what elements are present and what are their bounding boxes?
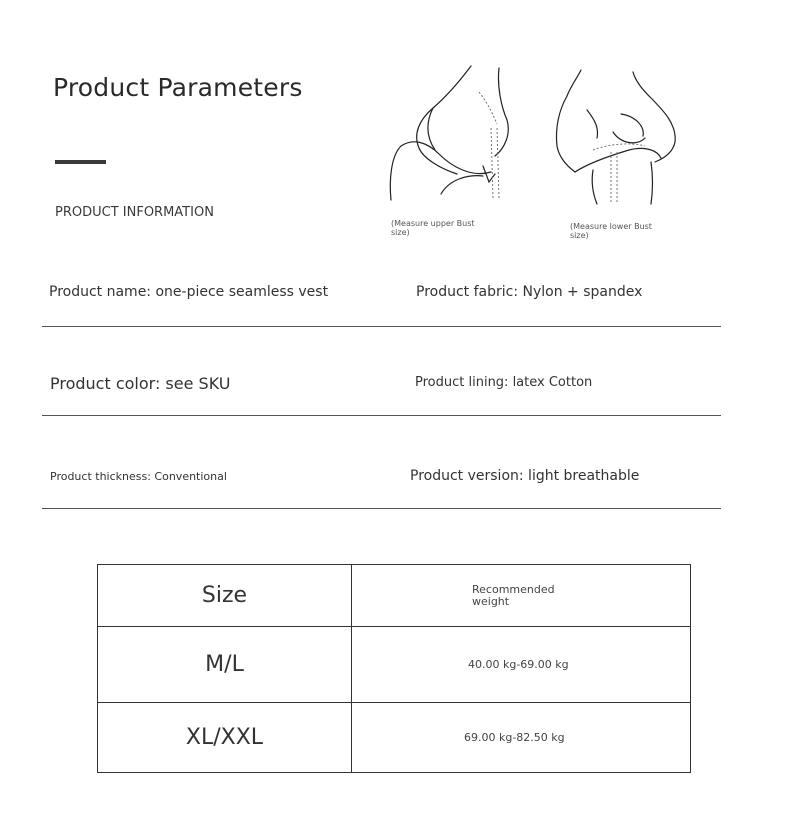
table-row xyxy=(98,703,691,773)
param-product-lining: Product lining: latex Cotton xyxy=(415,375,593,390)
param-product-version: Product version: light breathable xyxy=(410,468,640,484)
table-header-row xyxy=(98,565,691,627)
size-cell: M/L xyxy=(98,627,352,703)
table-row xyxy=(98,627,691,703)
size-cell: XL/XXL xyxy=(98,703,352,773)
title-divider xyxy=(55,160,106,164)
row-divider xyxy=(42,326,721,327)
weight-cell xyxy=(352,703,691,773)
upper-bust-caption: (Measure upper Bust size) xyxy=(391,219,475,237)
size-header-cell: Size xyxy=(98,565,352,627)
param-product-name: Product name: one-piece seamless vest xyxy=(49,284,329,300)
page-title: Product Parameters xyxy=(53,73,303,102)
row-divider xyxy=(42,508,721,509)
lower-bust-illustration xyxy=(553,66,683,206)
row-divider xyxy=(42,415,721,416)
lower-bust-caption: (Measure lower Bust size) xyxy=(570,222,652,240)
weight-header-cell xyxy=(352,565,691,627)
weight-value: 69.00 kg-82.50 kg xyxy=(464,731,565,744)
param-product-color: Product color: see SKU xyxy=(50,374,231,393)
upper-bust-illustration xyxy=(383,62,523,204)
param-product-thickness: Product thickness: Conventional xyxy=(50,470,227,483)
weight-value: 40.00 kg-69.00 kg xyxy=(468,658,569,671)
section-subtitle: PRODUCT INFORMATION xyxy=(55,205,214,220)
param-product-fabric: Product fabric: Nylon + spandex xyxy=(416,284,643,300)
size-table xyxy=(97,564,691,773)
weight-cell xyxy=(352,627,691,703)
weight-header-label: Recommended weight xyxy=(472,582,555,608)
